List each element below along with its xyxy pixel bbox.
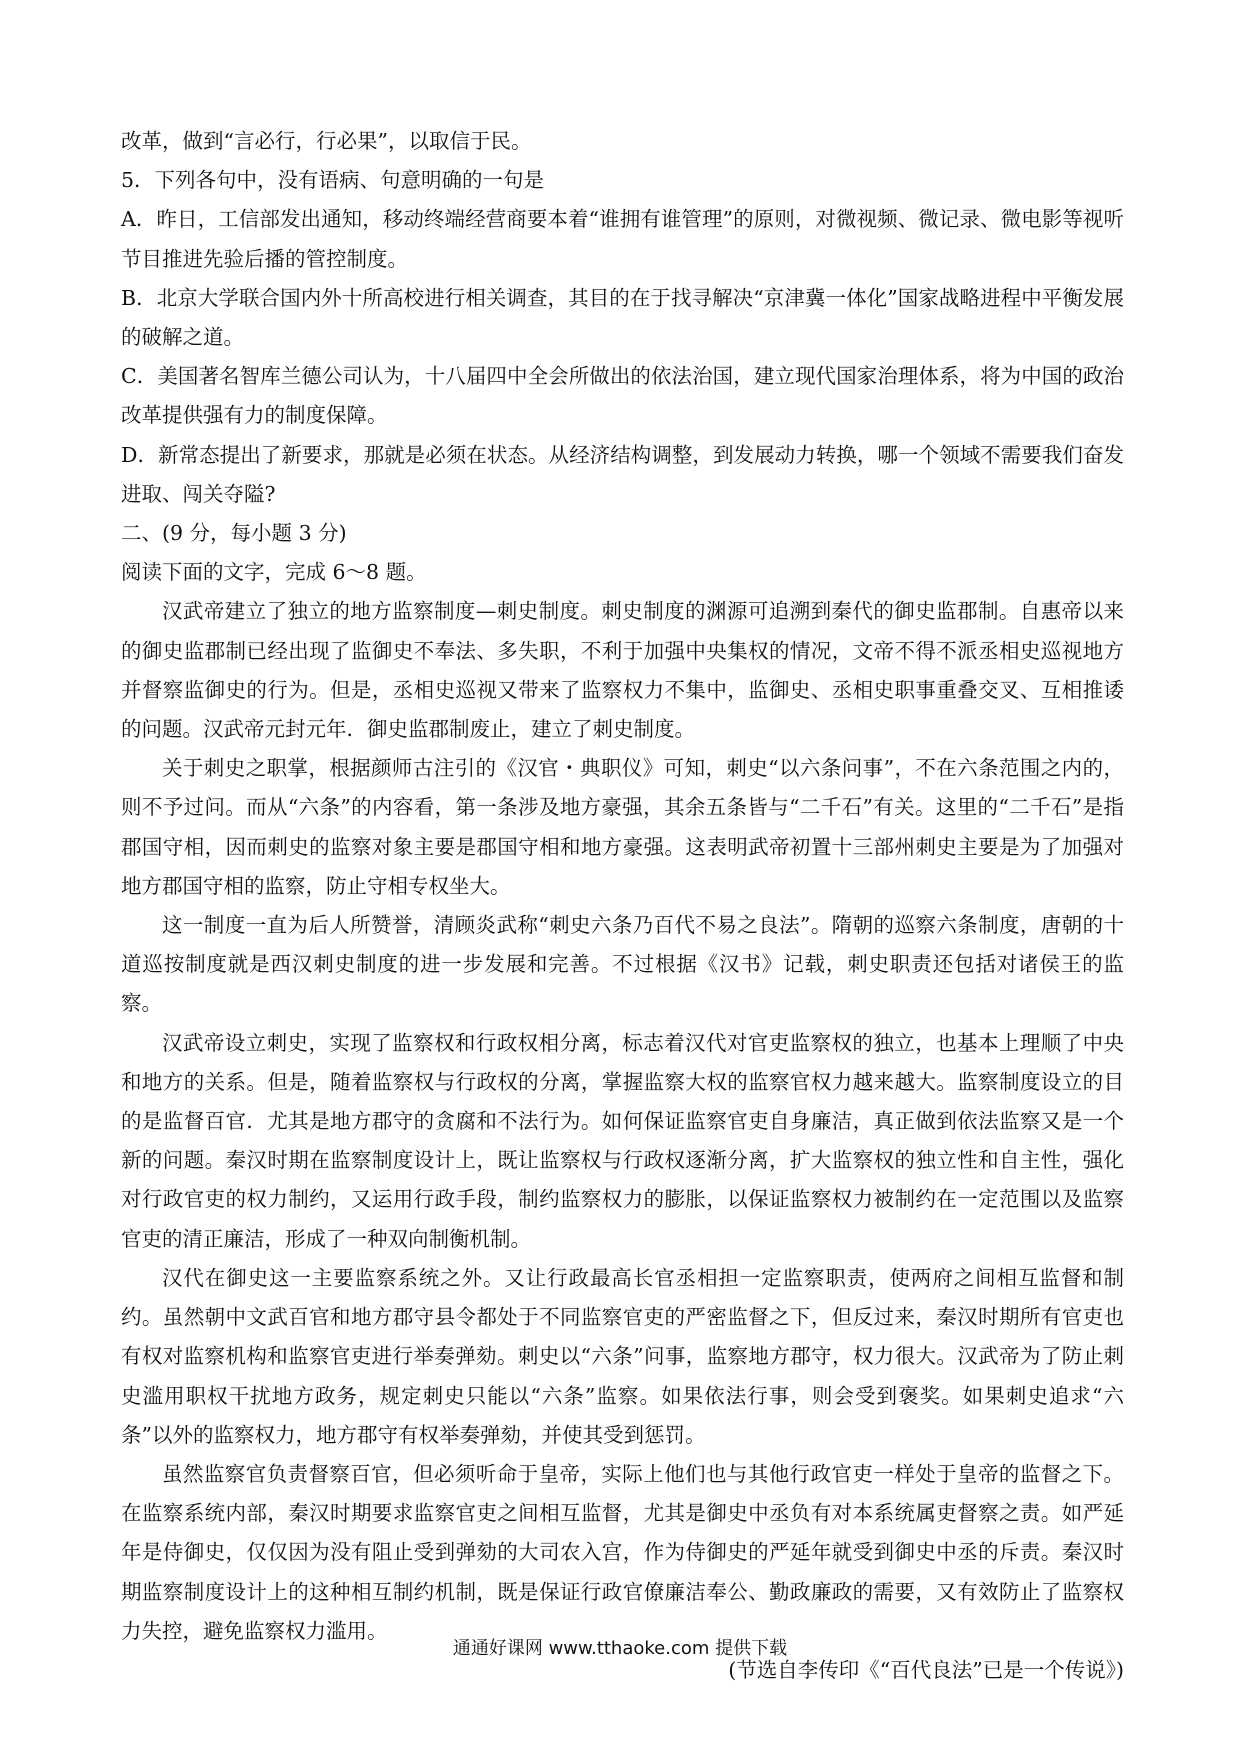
paragraph-6: 虽然监察官负责督察百官，但必须听命于皇帝，实际上他们也与其他行政官吏一样处于皇帝的监督之下。在监察系统内部，秦汉时期要求监察官吏之间相互监督，尤其是御史中丞负有对本系统属吏督察之责。如严延年是侍御史，仅仅因为没有阻止受到弹劾的大司农入宫，作为侍御史的严延年就受到御史中丞的斥责。秦汉时期监察制度设计上的这种相互制约机制，既是保证行政官僚廉洁奉公、勤政廉政的需要，又有效防止了监察权力失控，避免监察权力滥用。	[121, 1461, 1124, 1643]
section-heading: 二、(9 分，每小题 3 分)	[121, 521, 347, 546]
option-c: C．美国著名智库兰德公司认为，十八届四中全会所做出的依法治国，建立现代国家治理体系，将为中国的政治改革提供强有力的制度保障。	[121, 364, 1124, 428]
paragraph-5: 汉代在御史这一主要监察系统之外。又让行政最高长官丞相担一定监察职责，使两府之间相互监督和制约。虽然朝中文武百官和地方郡守县令都处于不同监察官吏的严密监督之下，但反过来，秦汉时期所有官吏也有权对监察机构和监察官吏进行举奏弹劾。刺史以“六条”问事，监察地方郡守，权力很大。汉武帝为了防止刺史滥用职权干扰地方政务，规定刺史只能以“六条”监察。如果依法行事，则会受到褒奖。如果刺史追求“六条”以外的监察权力，地方郡守有权举奏弹劾，并使其受到惩罚。	[121, 1265, 1124, 1447]
option-b: B．北京大学联合国内外十所高校进行相关调查，其目的在于找寻解决“京津冀一体化”国家战略进程中平衡发展的破解之道。	[121, 285, 1124, 350]
source-citation: (节选自李传印《“百代良法”已是一个传说》)	[728, 1657, 1124, 1682]
option-d: D．新常态提出了新要求，那就是必须在状态。从经济结构调整，到发展动力转换，哪一个领域不需要我们奋发进取、闯关夺隘?	[121, 442, 1124, 506]
page-footer: 通通好课网 www.tthaoke.com 提供下载	[452, 1638, 788, 1659]
document-body	[121, 122, 1124, 1690]
option-a: A．昨日，工信部发出通知，移动终端经营商要本着“谁拥有谁管理”的原则，对微视频、微记录、微电影等视听节目推进先验后播的管控制度。	[121, 207, 1124, 271]
text-line-reform: 改革，做到“言必行，行必果”，以取信于民。	[121, 129, 532, 153]
paragraph-1: 汉武帝建立了独立的地方监察制度—刺史制度。刺史制度的渊源可追溯到秦代的御史监郡制。自惠帝以来的御史监郡制已经出现了监御史不奉法、多失职，不利于加强中央集权的情况，文帝不得不派丞相史巡视地方并督察监御史的行为。但是，丞相史巡视又带来了监察权力不集中，监御史、丞相史职事重叠交叉、互相推诿的问题。汉武帝元封元年．御史监郡制废止，建立了刺史制度。	[121, 599, 1124, 742]
paragraph-2: 关于刺史之职掌，根据颜师古注引的《汉官・典职仪》可知，刺史“以六条问事”，不在六条范围之内的，则不予过问。而从“六条”的内容看，第一条涉及地方豪强，其余五条皆与“二千石”有关。这里的“二千石”是指郡国守相，因而刺史的监察对象主要是郡国守相和地方豪强。这表明武帝初置十三部州刺史主要是为了加强对地方郡国守相的监察，防止守相专权坐大。	[121, 756, 1124, 898]
question-5-stem: 5．下列各句中，没有语病、句意明确的一句是	[121, 168, 545, 193]
paragraph-4: 汉武帝设立刺史，实现了监察权和行政权相分离，标志着汉代对官吏监察权的独立，也基本上理顺了中央和地方的关系。但是，随着监察权与行政权的分离，掌握监察大权的监察官权力越来越大。监察制度设立的目的是监督百官．尤其是地方郡守的贪腐和不法行为。如何保证监察官吏自身廉洁，真正做到依法监察又是一个新的问题。秦汉时期在监察制度设计上，既让监察权与行政权逐渐分离，扩大监察权的独立性和自主性，强化对行政官吏的权力制约，又运用行政手段，制约监察权力的膨胀，以保证监察权力被制约在一定范围以及监察官吏的清正廉洁，形成了一种双向制衡机制。	[121, 1030, 1124, 1251]
paragraph-3: 这一制度一直为后人所赞誉，清顾炎武称“刺史六条乃百代不易之良法”。隋朝的巡察六条制度，唐朝的十道巡按制度就是西汉刺史制度的进一步发展和完善。不过根据《汉书》记载，刺史职责还包括对诸侯王的监察。	[121, 913, 1124, 1016]
section-instruction: 阅读下面的文字，完成 6～8 题。	[121, 560, 427, 585]
